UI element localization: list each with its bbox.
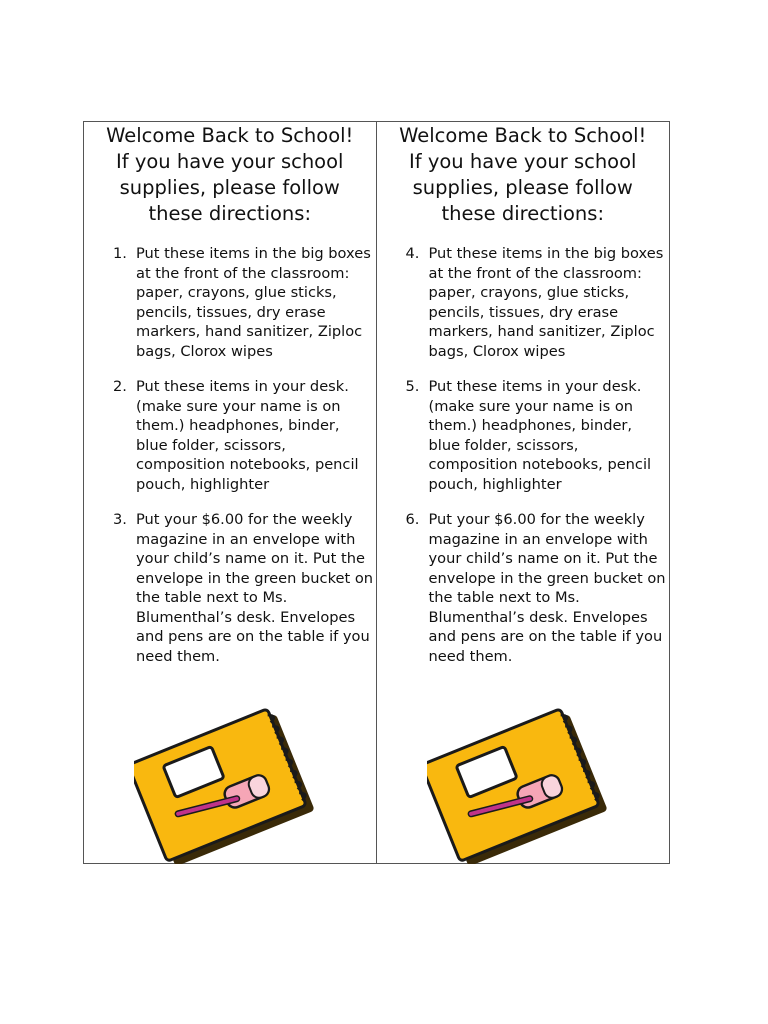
notebook-icon [134, 702, 316, 864]
list-item [377, 244, 670, 361]
item-number: 1. [113, 245, 127, 262]
item-text: Put these items in your desk. (make sure your name is on them.) headphones, binder, blue folder, scissors, composition notebooks, pencil pouch, highlighter [428, 378, 652, 493]
title-line: supplies, please follow [119, 176, 340, 199]
title-line: supplies, please follow [412, 176, 633, 199]
title-line: these directions: [441, 202, 605, 225]
list-item [377, 377, 670, 494]
flyer-title [84, 122, 376, 227]
title-line: these directions: [148, 202, 312, 225]
title-line: Welcome Back to School! [399, 124, 647, 147]
item-number: 5. [405, 378, 420, 395]
list-item [84, 244, 376, 361]
item-number: 2. [113, 378, 127, 395]
flyer-table [83, 121, 670, 864]
item-number: 4. [405, 245, 420, 262]
list-item [84, 510, 376, 666]
list-item [377, 510, 670, 666]
item-text: Put these items in your desk. (make sure your name is on them.) headphones, binder, blue folder, scissors, composition notebooks, pencil pouch, highlighter [136, 378, 359, 493]
item-text: Put your $6.00 for the weekly magazine in an envelope with your child’s name on it. Put the envelope in the green bucket on the table next to Ms. Blumenthal’s desk. Envelopes and pens are on the table if you need them. [428, 511, 666, 665]
item-text: Put these items in the big boxes at the front of the classroom: paper, crayons, glue sticks, pencils, tissues, dry erase markers, hand sanitizer, Ziploc bags, Clorox wipes [428, 245, 664, 360]
title-line: If you have your school [116, 150, 344, 173]
directions-list [377, 244, 670, 682]
title-line: If you have your school [409, 150, 637, 173]
item-text: Put these items in the big boxes at the front of the classroom: paper, crayons, glue sticks, pencils, tissues, dry erase markers, hand sanitizer, Ziploc bags, Clorox wipes [136, 245, 371, 360]
list-item [84, 377, 376, 494]
flyer-column-left [84, 122, 377, 863]
flyer-title [377, 122, 670, 227]
flyer-column-right [377, 122, 670, 863]
directions-list [84, 244, 376, 682]
item-number: 6. [405, 511, 420, 528]
notebook-icon [427, 702, 609, 864]
item-number: 3. [113, 511, 127, 528]
item-text: Put your $6.00 for the weekly magazine in an envelope with your child’s name on it. Put the envelope in the green bucket on the table next to Ms. Blumenthal’s desk. Envelopes and pens are on the table if you need them. [136, 511, 374, 665]
title-line: Welcome Back to School! [106, 124, 354, 147]
